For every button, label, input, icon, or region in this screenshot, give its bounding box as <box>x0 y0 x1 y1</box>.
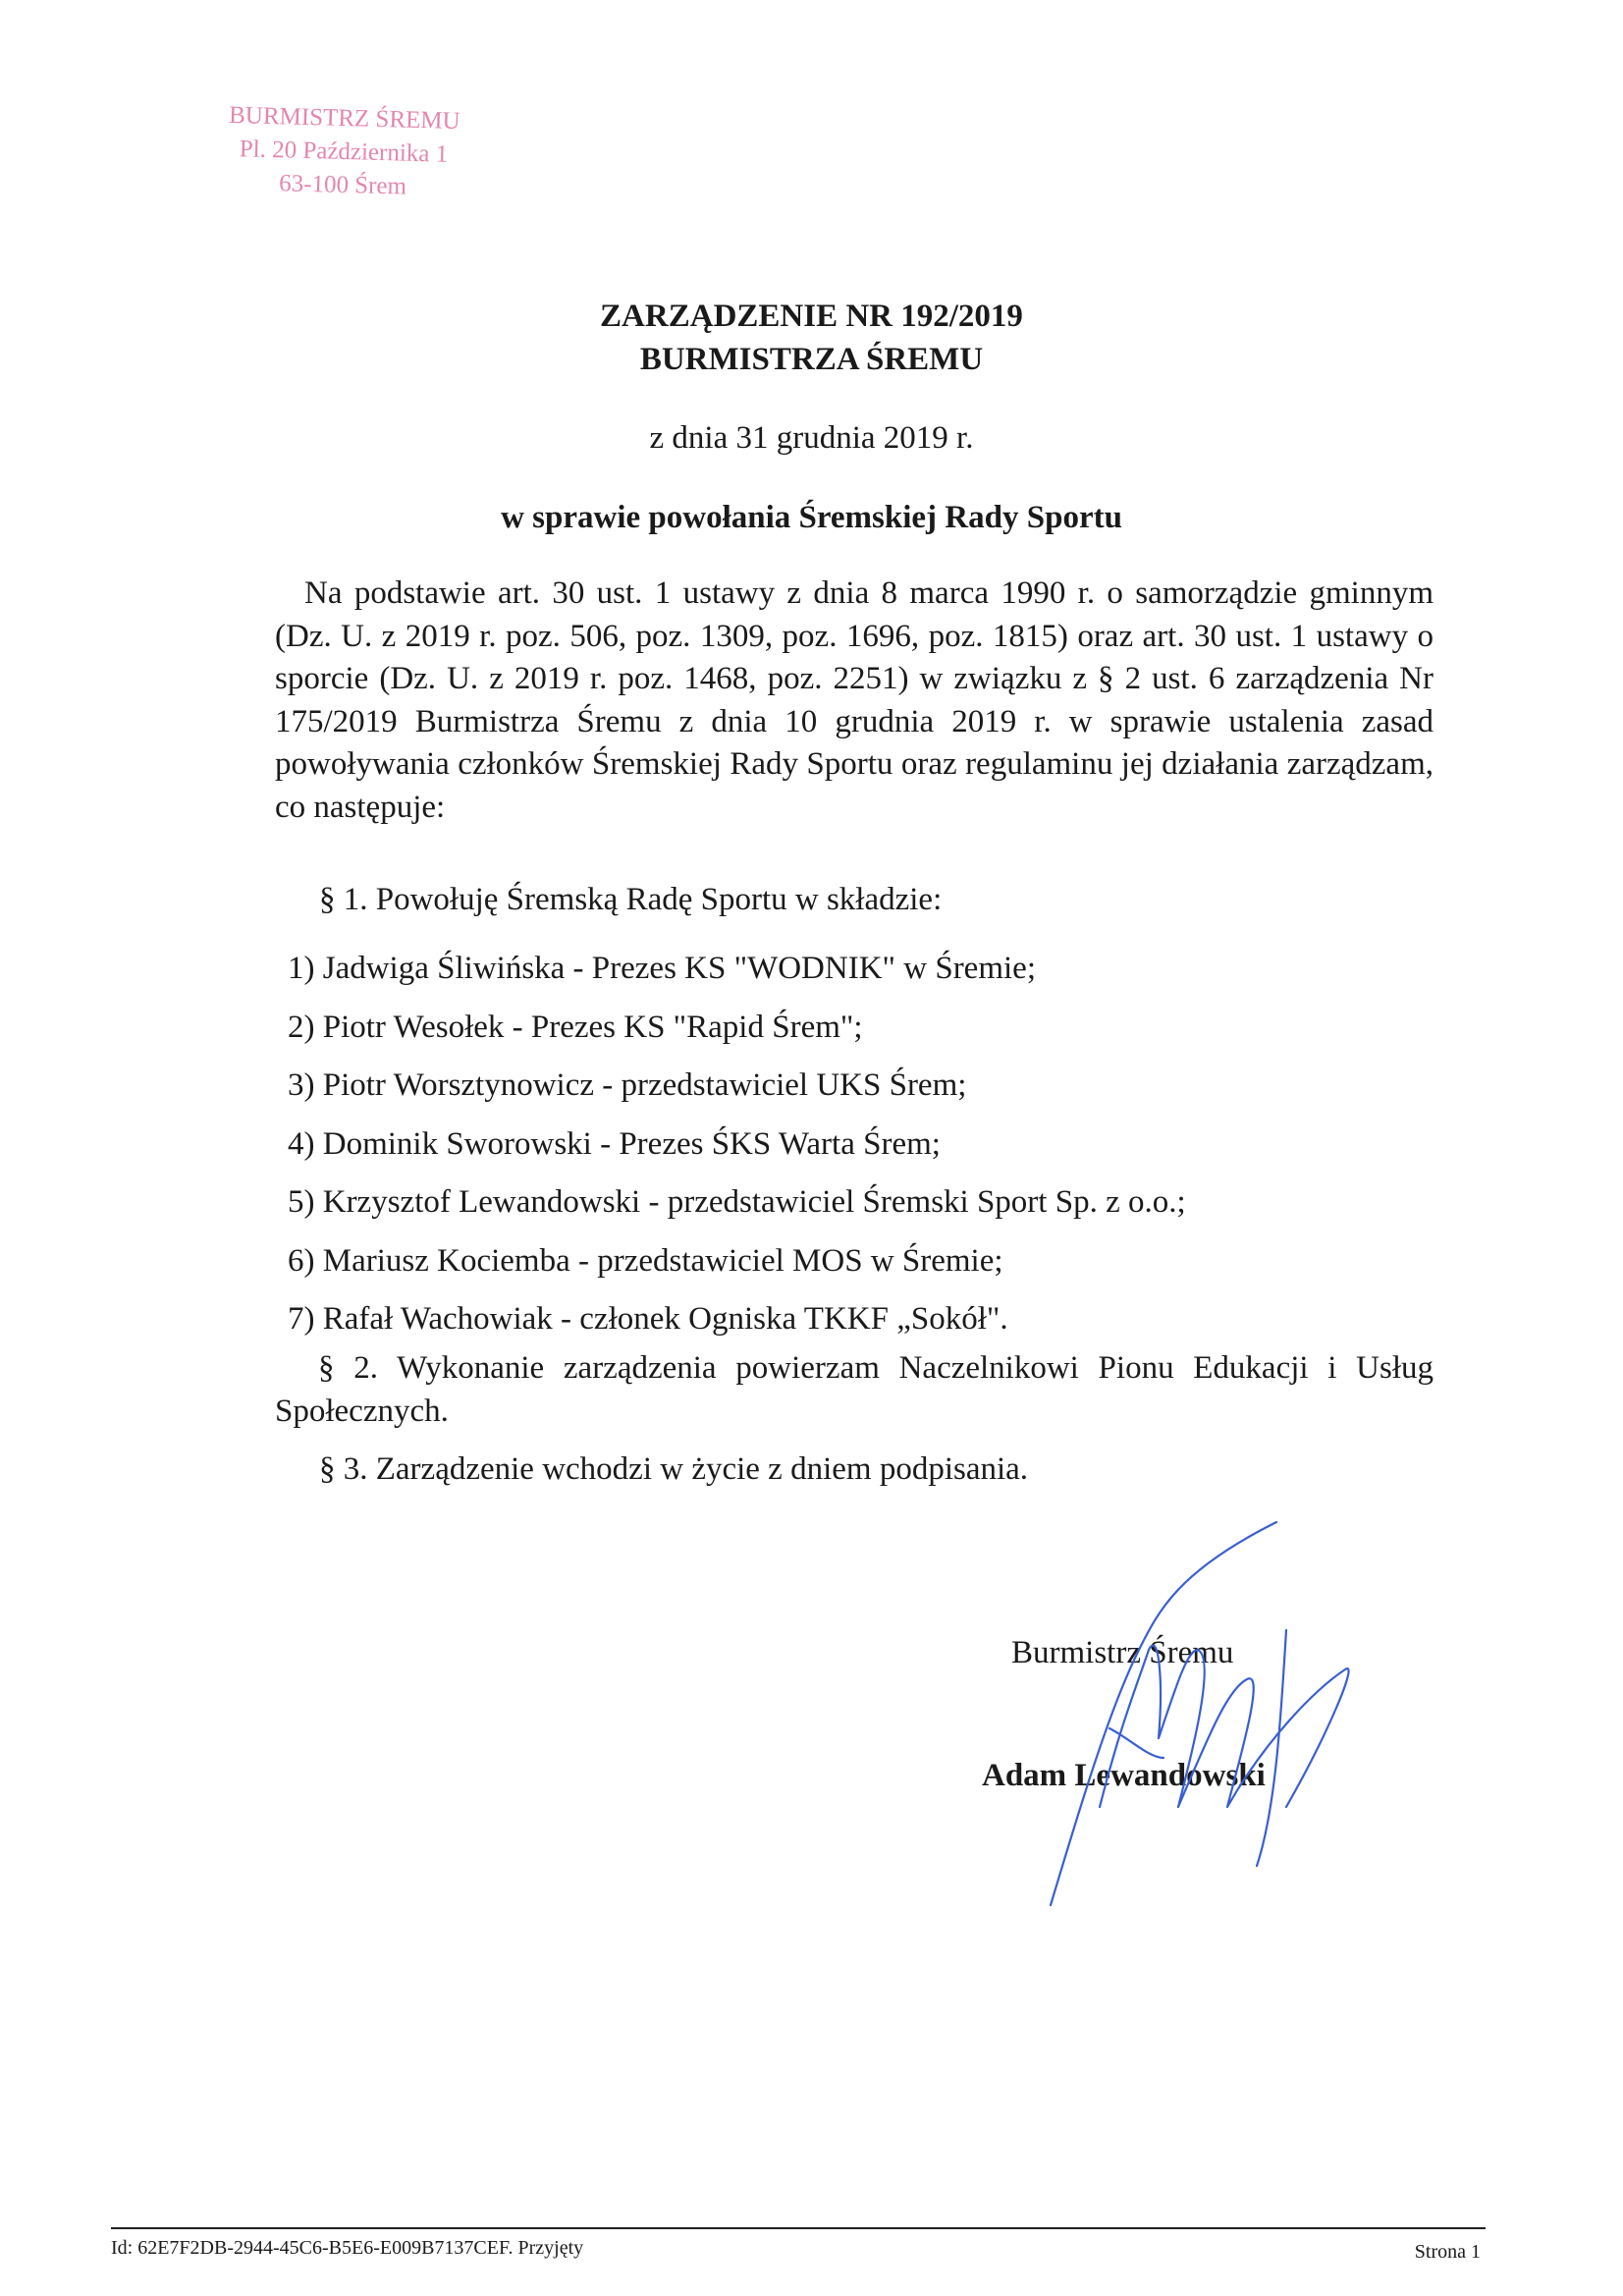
section-1-heading: § 1. Powołuję Śremską Radę Sportu w składzie: <box>319 882 943 917</box>
member-item: 6) Mariusz Kociemba - przedstawiciel MOS w Śremie; <box>288 1242 1003 1279</box>
member-item: 5) Krzysztof Lewandowski - przedstawiciel Śremski Sport Sp. z o.o.; <box>288 1184 1186 1220</box>
member-item: 7) Rafał Wachowiak - członek Ogniska TKKF „Sokół". <box>288 1301 1008 1337</box>
preamble-block <box>275 573 1434 829</box>
title-line-1: ZARZĄDZENIE NR 192/2019 <box>600 299 1023 334</box>
title-line-2: BURMISTRZA ŚREMU <box>639 342 984 377</box>
member-item: 1) Jadwiga Śliwińska - Prezes KS "WODNIK" w Śremie; <box>288 951 1036 986</box>
signatory-name: Adam Lewandowski <box>982 1758 1266 1793</box>
section-2: § 2. Wykonanie zarządzenia powierzam Naczelnikowi Pionu Edukacji i Usług Społecznych. <box>275 1350 1434 1429</box>
stamp-line-1: BURMISTRZ ŚREMU <box>228 101 460 136</box>
stamp-line-3: 63-100 Śrem <box>278 170 407 200</box>
member-item: 3) Piotr Worsztynowicz - przedstawiciel UKS Śrem; <box>288 1067 967 1103</box>
document-title <box>0 295 1623 381</box>
signatory-role: Burmistrz Śremu <box>1011 1635 1234 1670</box>
member-item: 2) Piotr Wesołek - Prezes KS "Rapid Śrem"; <box>288 1009 863 1045</box>
document-date: z dnia 31 grudnia 2019 r. <box>649 420 974 456</box>
document-subject: w sprawie powołania Śremskiej Rady Sportu <box>501 500 1122 535</box>
official-stamp <box>195 98 493 206</box>
members-list <box>288 940 1186 1349</box>
stamp-line-2: Pl. 20 Października 1 <box>239 136 449 168</box>
member-item: 4) Dominik Sworowski - Prezes ŚKS Warta Śrem; <box>288 1125 941 1162</box>
footer-page-number: Strona 1 <box>1414 2241 1481 2263</box>
footer-divider <box>111 2227 1486 2229</box>
handwritten-signature-icon <box>992 1512 1365 1925</box>
footer-document-id: Id: 62E7F2DB-2944-45C6-B5E6-E009B7137CEF. Przyjęty <box>111 2237 584 2259</box>
section-3: § 3. Zarządzenie wchodzi w życie z dniem podpisania. <box>319 1451 1029 1487</box>
preamble-text: Na podstawie art. 30 ust. 1 ustawy z dnia 8 marca 1990 r. o samorządzie gminnym (Dz. U. z 2019 r. poz. 506, poz. 1309, poz. 1696, poz. 1815) oraz art. 30 ust. 1 ustawy o sporcie (Dz. U. z 2019 r. poz. 1468, poz. 2251) w związku z § 2 ust. 6 zarządzenia Nr 175/2019 Burmistrza Śremu z dnia 10 grudnia 2019 r. w sprawie ustalenia zasad powoływania członków Śremskiej Rady Sportu oraz regulaminu jej działania zarządzam, co następuje: <box>275 575 1434 825</box>
